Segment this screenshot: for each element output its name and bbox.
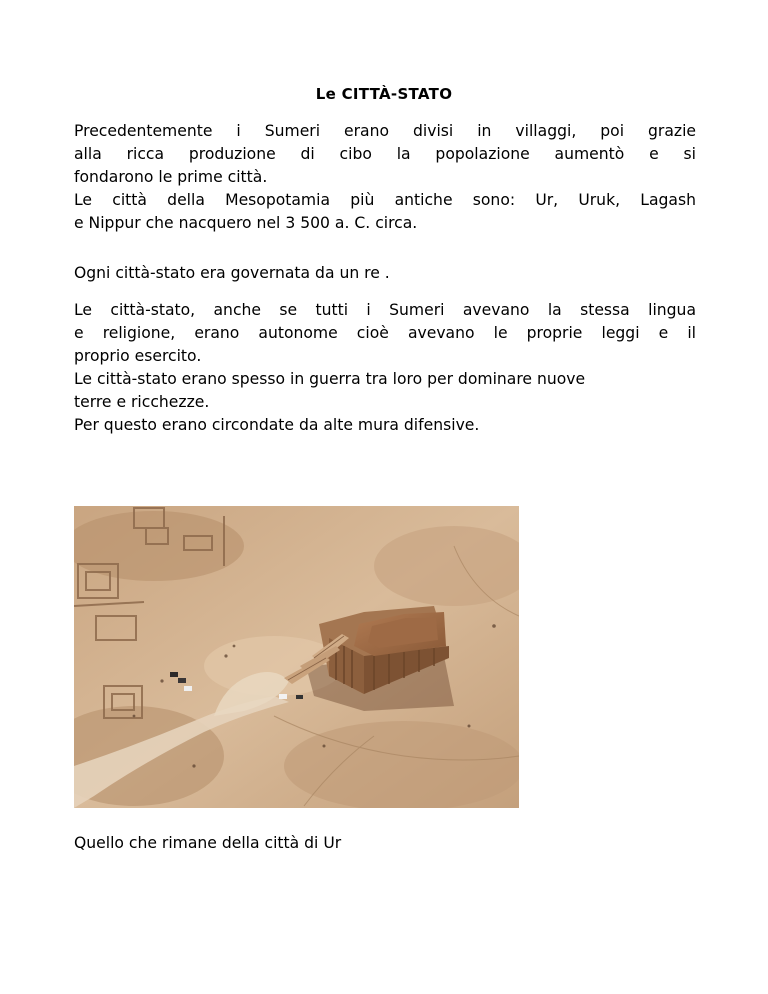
page-title: Le CITTÀ-STATO (315, 85, 453, 103)
paragraph-line: Precedentemente i Sumeri erano divisi in villaggi, poi grazie (74, 122, 696, 140)
paragraph-line: fondarono le prime città. (74, 168, 268, 186)
paragraph-line: alla ricca produzione di cibo la popolazione aumentò e si (74, 145, 696, 163)
paragraph-autonomy (74, 299, 696, 437)
paragraph-line: Le città della Mesopotamia più antiche sono: Ur, Uruk, Lagash (74, 191, 696, 209)
paragraph-line: Ogni città-stato era governata da un re . (74, 264, 390, 282)
paragraph-line: e religione, erano autonome cioè avevano le proprie leggi e il (74, 324, 696, 342)
paragraph-line: Le città-stato erano spesso in guerra tra loro per dominare nuove (74, 370, 586, 388)
photo-caption: Quello che rimane della città di Ur (74, 834, 342, 852)
paragraph-line: terre e ricchezze. (74, 393, 210, 411)
paragraph-line: e Nippur che nacquero nel 3 500 a. C. circa. (74, 214, 418, 232)
aerial-photo-ziggurat-icon (74, 506, 519, 808)
paragraph-line: proprio esercito. (74, 347, 202, 365)
paragraph-line: Per questo erano circondate da alte mura difensive. (74, 416, 480, 434)
paragraph-intro (74, 120, 696, 235)
paragraph-line: Le città-stato, anche se tutti i Sumeri avevano la stessa lingua (74, 301, 696, 319)
paragraph-government (74, 262, 696, 285)
